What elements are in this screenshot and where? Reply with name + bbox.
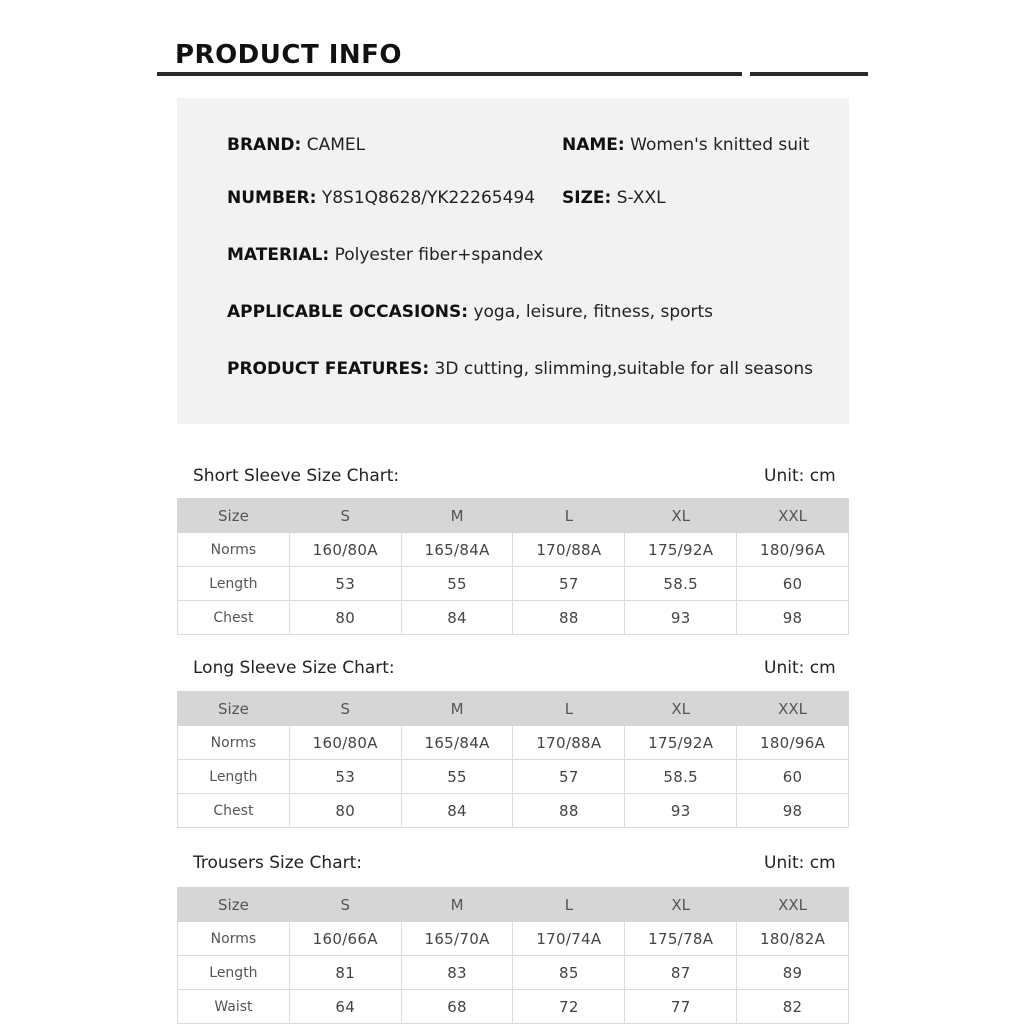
material-line [227,245,543,265]
table-cell: 57 [513,567,625,601]
table-cell: 80 [289,601,401,635]
occasions-value: yoga, leisure, fitness, sports [473,302,714,322]
table-cell: 165/84A [401,533,513,567]
short-sleeve-size-table [177,498,849,635]
table-header-row [178,499,849,533]
material-value: Polyester fiber+spandex [334,245,544,265]
table-cell: 57 [513,760,625,794]
occasions-line [227,302,713,322]
table-cell: 170/88A [513,533,625,567]
table-cell: 81 [289,956,401,990]
header-cell: XL [625,888,737,922]
table-cell: 160/66A [289,922,401,956]
table-row [178,990,849,1024]
table-cell: 83 [401,956,513,990]
table-cell: 160/80A [289,533,401,567]
brand-line [227,135,365,155]
table-cell: 60 [737,567,849,601]
number-label: NUMBER: [227,188,317,208]
header-cell: S [289,692,401,726]
title-rule [157,72,742,76]
header-cell: XXL [737,499,849,533]
table-cell: 84 [401,601,513,635]
table-cell: 180/82A [737,922,849,956]
table-row [178,601,849,635]
table-cell: 72 [513,990,625,1024]
trousers-size-table [177,887,849,1024]
header-cell: XXL [737,888,849,922]
trousers-chart-unit: Unit: cm [764,853,836,873]
table-cell: 58.5 [625,567,737,601]
long-sleeve-size-table [177,691,849,828]
table-cell: 98 [737,601,849,635]
table-cell: 80 [289,794,401,828]
table-cell: 165/84A [401,726,513,760]
row-label: Waist [178,990,290,1024]
table-cell: 55 [401,760,513,794]
row-label: Norms [178,533,290,567]
number-value: Y8S1Q8628/YK22265494 [321,188,536,208]
table-cell: 180/96A [737,533,849,567]
header-cell: Size [178,499,290,533]
header-cell: S [289,499,401,533]
header-cell: M [401,888,513,922]
table-cell: 170/88A [513,726,625,760]
header-cell: L [513,499,625,533]
row-label: Norms [178,922,290,956]
size-label: SIZE: [562,188,612,208]
size-value: S-XXL [616,188,666,208]
header-cell: M [401,499,513,533]
row-label: Chest [178,601,290,635]
table-cell: 68 [401,990,513,1024]
page-title: PRODUCT INFO [175,40,403,70]
table-cell: 98 [737,794,849,828]
header-cell: L [513,692,625,726]
table-cell: 60 [737,760,849,794]
trousers-chart-title: Trousers Size Chart: [193,853,362,873]
header-cell: L [513,888,625,922]
header-cell: XXL [737,692,849,726]
table-row [178,956,849,990]
short-sleeve-chart-title: Short Sleeve Size Chart: [193,466,400,486]
row-label: Length [178,567,290,601]
table-cell: 175/78A [625,922,737,956]
brand-label: BRAND: [227,135,302,155]
table-cell: 88 [513,794,625,828]
header-cell: XL [625,692,737,726]
title-rule-end [750,72,868,76]
table-cell: 77 [625,990,737,1024]
features-label: PRODUCT FEATURES: [227,359,430,379]
row-label: Chest [178,794,290,828]
material-label: MATERIAL: [227,245,330,265]
table-cell: 58.5 [625,760,737,794]
row-label: Norms [178,726,290,760]
name-line [562,135,809,155]
table-header-row [178,692,849,726]
table-cell: 89 [737,956,849,990]
header-cell: XL [625,499,737,533]
table-cell: 175/92A [625,533,737,567]
row-label: Length [178,956,290,990]
table-cell: 82 [737,990,849,1024]
table-cell: 64 [289,990,401,1024]
table-cell: 88 [513,601,625,635]
table-cell: 180/96A [737,726,849,760]
table-row [178,726,849,760]
name-label: NAME: [562,135,625,155]
table-cell: 93 [625,601,737,635]
table-header-row [178,888,849,922]
header-cell: M [401,692,513,726]
header-cell: Size [178,692,290,726]
table-cell: 165/70A [401,922,513,956]
header-cell: S [289,888,401,922]
table-cell: 53 [289,567,401,601]
long-sleeve-chart-title: Long Sleeve Size Chart: [193,658,395,678]
short-sleeve-chart-unit: Unit: cm [764,466,836,486]
long-sleeve-chart-unit: Unit: cm [764,658,836,678]
size-line [562,188,666,208]
table-row [178,794,849,828]
table-cell: 170/74A [513,922,625,956]
table-cell: 53 [289,760,401,794]
name-value: Women's knitted suit [630,135,810,155]
table-cell: 160/80A [289,726,401,760]
features-value: 3D cutting, slimming,suitable for all seasons [434,359,813,379]
features-line [227,359,813,379]
table-cell: 84 [401,794,513,828]
table-row [178,567,849,601]
table-cell: 175/92A [625,726,737,760]
occasions-label: APPLICABLE OCCASIONS: [227,302,469,322]
brand-value: CAMEL [306,135,366,155]
table-cell: 85 [513,956,625,990]
table-row [178,760,849,794]
header-cell: Size [178,888,290,922]
table-cell: 93 [625,794,737,828]
number-line [227,188,535,208]
product-info-box [177,98,849,424]
table-cell: 87 [625,956,737,990]
table-row [178,533,849,567]
row-label: Length [178,760,290,794]
table-row [178,922,849,956]
table-cell: 55 [401,567,513,601]
